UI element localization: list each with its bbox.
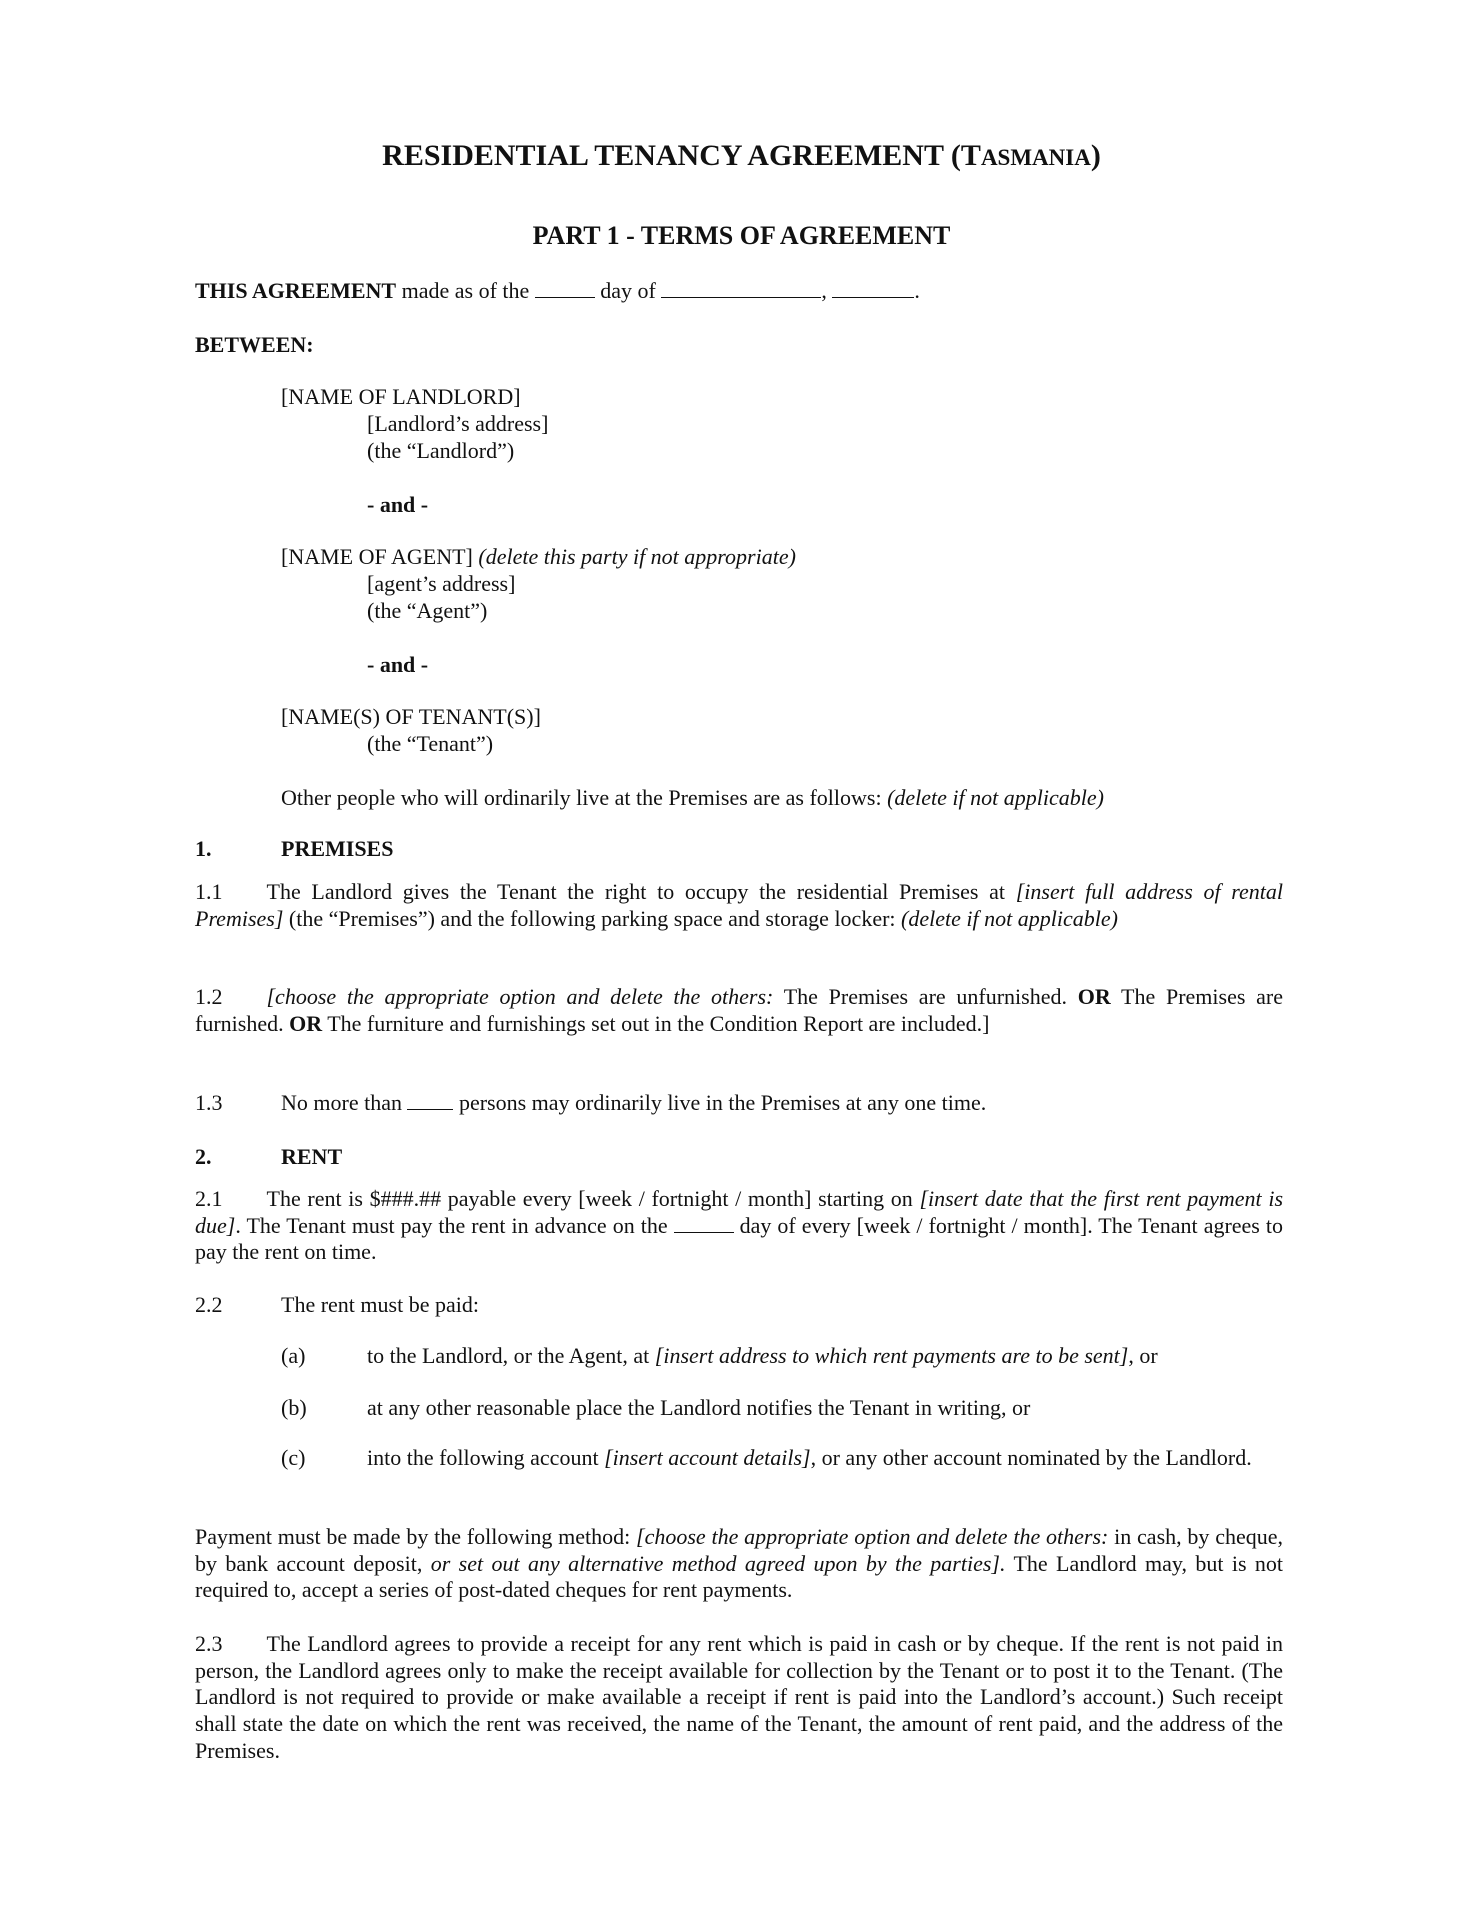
bold-text: OR — [289, 1010, 323, 1036]
text-run: The Landlord may, but is not required to, accept a series of post-dated cheques for rent payments. — [195, 1550, 1283, 1603]
text-run: The furniture and furnishings set out in the Condition Report are included.] — [322, 1010, 990, 1036]
document-title — [0, 138, 1483, 176]
clause-1-2 — [195, 984, 1283, 1037]
blank-month-field — [661, 279, 821, 298]
clause-1-3 — [281, 1090, 986, 1117]
clause-2-2: The rent must be paid: — [281, 1292, 479, 1317]
agreement-date-line — [195, 278, 920, 305]
italic-instruction: or set out any alternative method agreed upon by the parties]. — [430, 1550, 1006, 1576]
text-run: Other people who will ordinarily live at the Premises are as follows: — [281, 785, 888, 810]
text-run: 1.2 — [195, 984, 267, 1009]
blank-persons-field — [407, 1091, 453, 1110]
clause-2-2-number: 2.2 — [195, 1292, 223, 1317]
item-label: (b) — [281, 1395, 307, 1420]
italic-instruction: [insert address to which rent payments are to be sent] — [654, 1343, 1129, 1368]
text-run: day of — [594, 278, 662, 303]
item-text — [367, 1395, 1283, 1422]
italic-instruction: [insert date that the first rent payment is due] — [195, 1186, 1284, 1238]
text-run: , or any other account nominated by the Landlord. — [810, 1445, 1252, 1470]
section-2-title: RENT — [281, 1144, 343, 1169]
agent-label: (the “Agent”) — [367, 598, 488, 623]
italic-instruction: [choose the appropriate option and delete the others: — [636, 1524, 1109, 1549]
blank-year-field — [832, 279, 914, 298]
text-run: to the Landlord, or the Agent, at — [367, 1343, 655, 1368]
list-item — [0, 1395, 1483, 1422]
landlord-name: [NAME OF LANDLORD] — [281, 384, 521, 409]
italic-instruction: [insert full address of rental Premises] — [195, 879, 1284, 931]
item-text — [367, 1445, 1283, 1472]
text-run: , or — [1128, 1343, 1158, 1368]
item-label: (c) — [281, 1445, 306, 1470]
section-1-title: PREMISES — [281, 836, 394, 861]
text-run: day of every [week / fortnight / month]. The Tenant agrees to pay the rent on time. — [195, 1212, 1283, 1265]
payment-method — [195, 1524, 1283, 1604]
clause-1-1 — [195, 879, 1283, 932]
blank-day-field — [674, 1214, 734, 1233]
text-run: in cash, by cheque, by bank account deposit, — [195, 1524, 1283, 1576]
text-run: No more than — [281, 1090, 408, 1115]
landlord-label: (the “Landlord”) — [367, 438, 515, 463]
section-1-number: 1. — [195, 836, 212, 861]
item-label: (a) — [281, 1343, 306, 1368]
text-run: The Premises are unfurnished. — [773, 984, 1078, 1009]
text-run: at any other reasonable place the Landlord notifies the Tenant in writing, or — [367, 1395, 1031, 1420]
text-run: made as of the — [396, 278, 535, 303]
agent-name-line — [281, 544, 796, 571]
agent-note: (delete this party if not appropriate) — [478, 544, 796, 569]
clause-1-3-number: 1.3 — [195, 1090, 223, 1115]
section-2-number: 2. — [195, 1144, 212, 1169]
landlord-address: [Landlord’s address] — [367, 411, 549, 436]
text-run: persons may ordinarily live in the Premises at any one time. — [453, 1090, 987, 1115]
text-run: into the following account — [367, 1445, 605, 1470]
between-label: BETWEEN: — [195, 332, 314, 357]
italic-instruction: (delete if not applicable) — [887, 785, 1104, 810]
other-occupants — [281, 785, 1104, 812]
text-run: (the “Premises”) and the following parking space and storage locker: — [283, 905, 902, 931]
tenant-label: (the “Tenant”) — [367, 731, 494, 756]
text-run: . The Tenant must pay the rent in advance on the — [235, 1212, 674, 1238]
clause-2-3 — [195, 1631, 1283, 1765]
italic-instruction: [insert account details] — [604, 1445, 811, 1470]
text-run: . — [914, 278, 920, 303]
title-small-caps: ASMANIA — [980, 145, 1091, 170]
tenant-name: [NAME(S) OF TENANT(S)] — [281, 704, 541, 729]
text-run: 1.1 The Landlord gives the Tenant the right to occupy the residential Premises at — [195, 879, 1016, 904]
list-item — [0, 1445, 1483, 1499]
bold-text: THIS AGREEMENT — [195, 278, 397, 303]
clause-2-1 — [195, 1186, 1283, 1266]
bold-text: OR — [1077, 984, 1111, 1009]
list-item — [0, 1343, 1483, 1370]
agent-name: [NAME OF AGENT] — [281, 544, 473, 569]
title-text: RESIDENTIAL TENANCY AGREEMENT (T — [382, 139, 981, 172]
and-separator: - and - — [367, 492, 429, 517]
italic-instruction: [choose the appropriate option and delete the others: — [266, 984, 774, 1009]
text-run: 2.1 The rent is $###.## payable every [week / fortnight / month] starting on — [195, 1186, 920, 1211]
part-heading: PART 1 - TERMS OF AGREEMENT — [532, 221, 951, 250]
text-run: The Premises are furnished. — [195, 984, 1283, 1036]
text-run: 2.3 The Landlord agrees to provide a receipt for any rent which is paid in cash or by cheque. If the rent is not paid in person, the Landlord agrees only to make the receipt available for collection by the Tenant or to post it to the Tenant. (The Landlord is not required to provide or make available a receipt if rent is paid into the Landlord’s account.) Such receipt shall state the date on which the rent was received, the name of the Tenant, the amount of rent paid, and the address of the Premises. — [195, 1631, 1283, 1763]
text-run: , — [821, 278, 833, 303]
item-text — [367, 1343, 1283, 1370]
title-close: ) — [1090, 139, 1101, 172]
italic-instruction: (delete if not applicable) — [901, 905, 1118, 931]
agent-address: [agent’s address] — [367, 571, 516, 596]
and-separator: - and - — [367, 652, 429, 677]
blank-day-field — [535, 279, 595, 298]
text-run: Payment must be made by the following method: — [195, 1524, 637, 1549]
